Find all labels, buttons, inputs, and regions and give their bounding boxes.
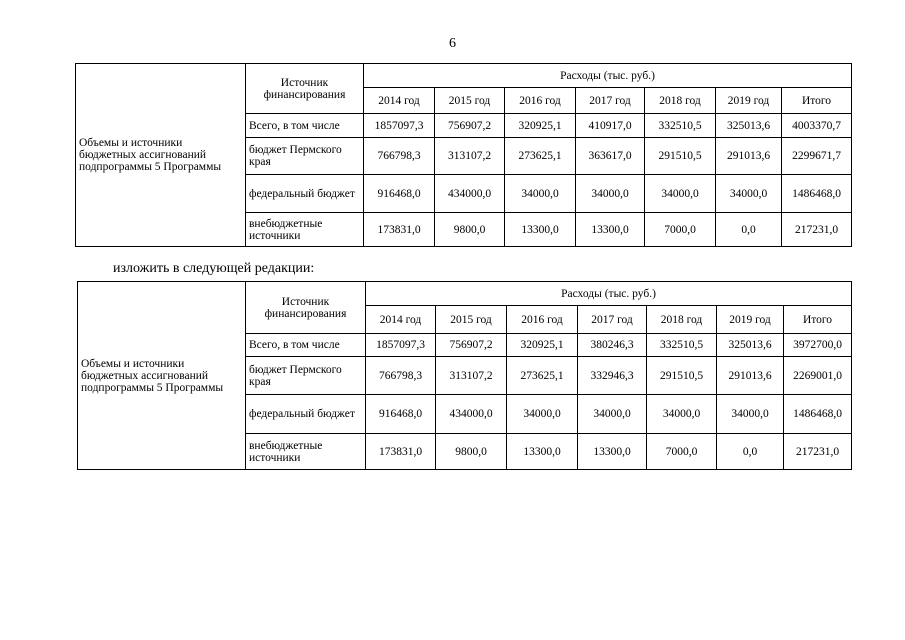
value-cell: 273625,1 — [505, 138, 576, 175]
value-cell: 34000,0 — [717, 395, 784, 434]
value-cell: 173831,0 — [366, 434, 436, 470]
transition-text: изложить в следующей редакции: — [113, 261, 315, 276]
year-header: 2018 год — [647, 306, 717, 334]
value-cell: 291013,6 — [717, 357, 784, 395]
value-cell: 434000,0 — [435, 175, 505, 213]
value-cell: 756907,2 — [436, 334, 507, 357]
source-header: Источник финансирования — [246, 64, 364, 114]
value-cell: 291510,5 — [647, 357, 717, 395]
value-cell: 0,0 — [716, 213, 782, 247]
value-cell: 34000,0 — [645, 175, 716, 213]
value-cell: 332946,3 — [578, 357, 647, 395]
value-cell: 380246,3 — [578, 334, 647, 357]
value-cell: 320925,1 — [505, 114, 576, 138]
year-header: 2018 год — [645, 88, 716, 114]
value-cell: 9800,0 — [436, 434, 507, 470]
value-cell: 173831,0 — [364, 213, 435, 247]
page-number: 6 — [449, 36, 456, 51]
total-cell: 1486468,0 — [784, 395, 852, 434]
total-cell: 217231,0 — [782, 213, 852, 247]
value-cell: 273625,1 — [507, 357, 578, 395]
value-cell: 34000,0 — [507, 395, 578, 434]
value-cell: 916468,0 — [366, 395, 436, 434]
year-header: 2015 год — [435, 88, 505, 114]
value-cell: 1857097,3 — [366, 334, 436, 357]
value-cell: 766798,3 — [364, 138, 435, 175]
total-cell: 1486468,0 — [782, 175, 852, 213]
value-cell: 34000,0 — [647, 395, 717, 434]
total-cell: 2299671,7 — [782, 138, 852, 175]
value-cell: 9800,0 — [435, 213, 505, 247]
value-cell: 13300,0 — [505, 213, 576, 247]
year-header: 2015 год — [436, 306, 507, 334]
value-cell: 34000,0 — [505, 175, 576, 213]
year-header: 2014 год — [366, 306, 436, 334]
expense-header: Расходы (тыс. руб.) — [364, 64, 852, 88]
year-header: 2019 год — [716, 88, 782, 114]
value-cell: 13300,0 — [576, 213, 645, 247]
value-cell: 332510,5 — [647, 334, 717, 357]
value-cell: 7000,0 — [645, 213, 716, 247]
value-cell: 13300,0 — [578, 434, 647, 470]
source-name: бюджет Пермского края — [246, 138, 364, 175]
value-cell: 313107,2 — [435, 138, 505, 175]
total-header: Итого — [784, 306, 852, 334]
year-header: 2016 год — [507, 306, 578, 334]
total-cell: 4003370,7 — [782, 114, 852, 138]
source-name: Всего, в том числе — [246, 114, 364, 138]
value-cell: 325013,6 — [717, 334, 784, 357]
value-cell: 320925,1 — [507, 334, 578, 357]
subprogram-label: Объемы и источники бюджетных ассигнований подпрограммы 5 Программы — [76, 64, 246, 247]
year-header: 2019 год — [717, 306, 784, 334]
value-cell: 1857097,3 — [364, 114, 435, 138]
value-cell: 313107,2 — [436, 357, 507, 395]
source-name: федеральный бюджет — [246, 395, 366, 434]
value-cell: 332510,5 — [645, 114, 716, 138]
value-cell: 756907,2 — [435, 114, 505, 138]
source-name: внебюджетные источники — [246, 213, 364, 247]
value-cell: 34000,0 — [576, 175, 645, 213]
value-cell: 34000,0 — [578, 395, 647, 434]
total-header: Итого — [782, 88, 852, 114]
value-cell: 916468,0 — [364, 175, 435, 213]
value-cell: 291013,6 — [716, 138, 782, 175]
value-cell: 0,0 — [717, 434, 784, 470]
total-cell: 3972700,0 — [784, 334, 852, 357]
source-name: Всего, в том числе — [246, 334, 366, 357]
budget-table-revised — [77, 281, 852, 470]
total-cell: 2269001,0 — [784, 357, 852, 395]
year-header: 2014 год — [364, 88, 435, 114]
value-cell: 363617,0 — [576, 138, 645, 175]
value-cell: 7000,0 — [647, 434, 717, 470]
value-cell: 434000,0 — [436, 395, 507, 434]
value-cell: 325013,6 — [716, 114, 782, 138]
subprogram-label: Объемы и источники бюджетных ассигнований подпрограммы 5 Программы — [78, 282, 246, 470]
source-name: внебюджетные источники — [246, 434, 366, 470]
expense-header: Расходы (тыс. руб.) — [366, 282, 852, 306]
source-header: Источник финансирования — [246, 282, 366, 334]
source-name: федеральный бюджет — [246, 175, 364, 213]
value-cell: 410917,0 — [576, 114, 645, 138]
budget-table-original — [75, 63, 852, 247]
year-header: 2017 год — [576, 88, 645, 114]
value-cell: 34000,0 — [716, 175, 782, 213]
value-cell: 291510,5 — [645, 138, 716, 175]
value-cell: 766798,3 — [366, 357, 436, 395]
year-header: 2016 год — [505, 88, 576, 114]
source-name: бюджет Пермского края — [246, 357, 366, 395]
year-header: 2017 год — [578, 306, 647, 334]
total-cell: 217231,0 — [784, 434, 852, 470]
value-cell: 13300,0 — [507, 434, 578, 470]
